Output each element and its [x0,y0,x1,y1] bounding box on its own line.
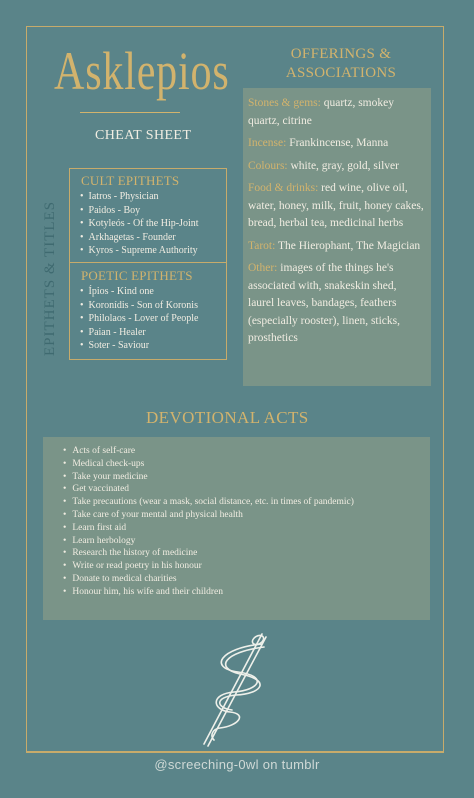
offerings-panel [243,88,431,386]
offering-other: Other: images of the things he's associated with, snakeskin shed, laurel leaves, bandages, feathers (especially rooster), linen, sticks, prosthetics [248,262,401,344]
list-item: • Kotyleós - Of the Hip-Joint [80,217,199,231]
list-item: • Learn herbology [63,535,430,548]
cult-epithets-heading: CULT EPITHETS [81,173,180,188]
devotional-heading: DEVOTIONAL ACTS [146,408,309,427]
poetic-epithets-heading: POETIC EPITHETS [81,268,193,283]
page-subtitle: CHEAT SHEET [95,128,192,143]
epithets-side-label: EPITHETS & TITLES [42,200,58,356]
list-item: • Donate to medical charities [63,573,430,586]
page-title: Asklepios [54,41,230,101]
list-item: • Write or read poetry in his honour [63,560,430,573]
offering-tarot: Tarot: The Hierophant, The Magician [248,239,421,252]
credit-text: @screeching-0wl on tumblr [154,757,320,772]
list-item: • Paidos - Boy [80,204,199,218]
list-item: • Arkhagetas - Founder [80,231,199,245]
footer-divider [26,752,444,753]
list-item: • Ípios - Kind one [80,285,199,299]
epithets-divider [70,262,226,263]
rod-of-asclepius-icon [190,628,280,748]
list-item: • Soter - Saviour [80,339,199,353]
list-item: • Kyros - Supreme Authority [80,244,199,258]
epithets-box [69,168,227,360]
list-item: • Koronídis - Son of Koronis [80,299,199,313]
list-item: • Philolaos - Lover of People [80,312,199,326]
offering-food: Food & drinks: red wine, olive oil, water, honey, milk, fruit, honey cakes, bread, herbal tea, medicinal herbs [248,182,424,229]
poetic-epithets-list [80,285,199,353]
list-item: • Honour him, his wife and their children [63,586,430,599]
list-item: • Medical check-ups [63,458,430,471]
cult-epithets-list [80,190,199,258]
offerings-heading: OFFERINGS & ASSOCIATIONS [285,46,397,81]
offering-colours: Colours: white, gray, gold, silver [248,159,399,172]
list-item: • Iatros - Physician [80,190,199,204]
list-item: • Learn first aid [63,522,430,535]
devotional-panel [43,437,430,620]
list-item: • Acts of self-care [63,445,430,458]
list-item: • Take care of your mental and physical health [63,509,430,522]
list-item: • Take precautions (wear a mask, social distance, etc. in times of pandemic) [63,496,430,509]
list-item: • Paian - Healer [80,326,199,340]
list-item: • Get vaccinated [63,483,430,496]
offering-stones: Stones & gems: quartz, smokey quartz, citrine [248,97,394,127]
offering-incense: Incense: Frankincense, Manna [248,137,389,149]
list-item: • Research the history of medicine [63,547,430,560]
list-item: • Take your medicine [63,471,430,484]
title-underline [80,112,180,113]
devotional-list [63,445,430,599]
